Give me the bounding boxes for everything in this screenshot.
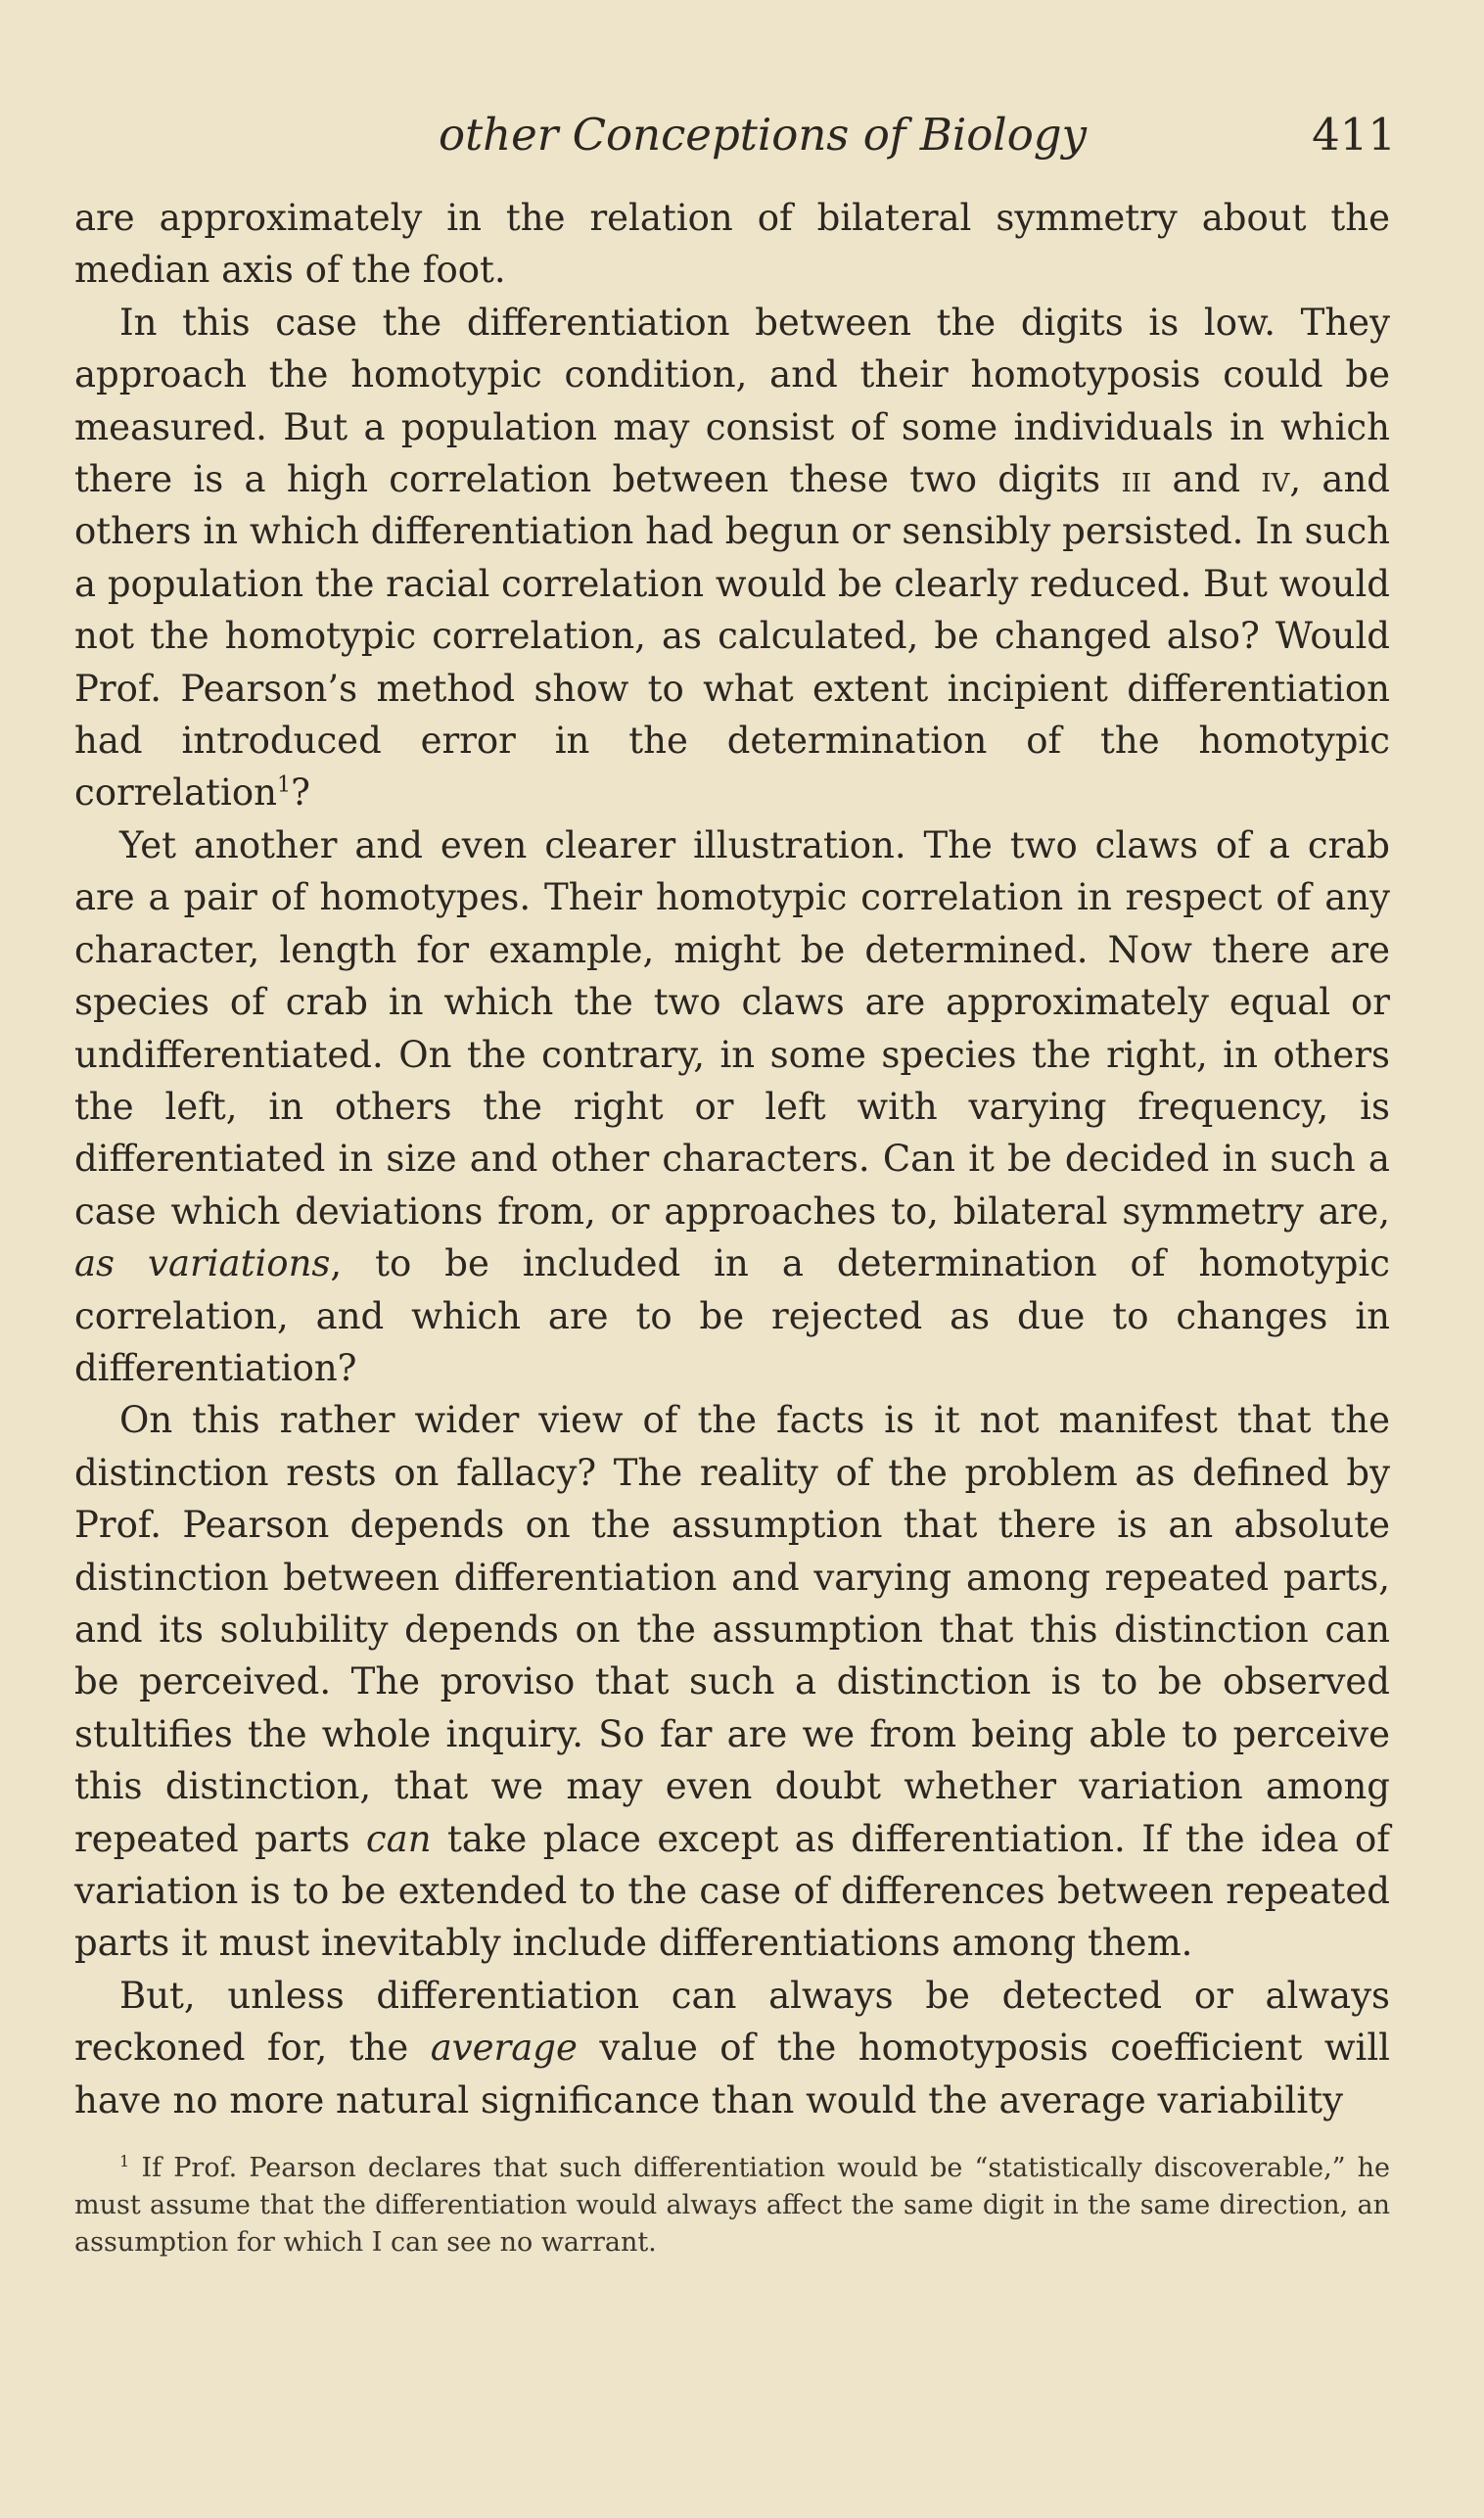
footnote bbox=[74, 2150, 1390, 2262]
paragraph-text: value of the homotyposis coefficient will have no more natural significance than would the average variability bbox=[74, 2027, 1390, 2122]
paragraph-text: ? bbox=[291, 771, 310, 815]
paragraph-text: Yet another and even clearer illustration. The two claws of a crab are a pair of homotypes. Their homotypic correlation in respect of any character, length for example, might be determined. Now there are species of crab in which the two claws are approximately equal or undifferentiated. On the contrary, in some species the right, in others the left, in others the right or left with varying frequency, is differentiated in size and other characters. Can it be decided in such a case which deviations from, or approaches to, bilateral symmetry are, bbox=[74, 823, 1390, 1233]
paragraph-text: , and others in which differentiation had begun or sensibly persisted. In such a population the racial correlation would be clearly reduced. But would not the homotypic correlation, as calculated, be changed also? Would Prof. Pearson’s method show to what extent incipient differentiation had introduced error in the determination of the homotypic correlation bbox=[74, 458, 1390, 815]
paragraph-text: , to be included in a determination of homotypic correlation, and which are to be rejected as due to changes in differentiation? bbox=[74, 1242, 1390, 1389]
paragraph-text: take place except as differentiation. If the idea of variation is to be extended to the case of differences between repeated parts it must inevitably include differentiations among them. bbox=[74, 1817, 1390, 1965]
paragraph-average bbox=[74, 1970, 1390, 2126]
body-text bbox=[74, 192, 1390, 2126]
paragraph-crab bbox=[74, 819, 1390, 1394]
footnote-marker: 1 bbox=[119, 2152, 130, 2170]
emphasis-text: as variations bbox=[74, 1242, 331, 1285]
emphasis-text: can bbox=[365, 1817, 432, 1860]
paragraph-text: In this case the differentiation between the digits is low. They approach the homotypic condition, and their homotyposis could be measured. But a population may consist of some individuals in which there is a high correlation between these two digits bbox=[74, 301, 1390, 501]
footnote-reference: 1 bbox=[276, 772, 292, 799]
paragraph-continuation bbox=[74, 192, 1390, 297]
emphasis-text: average bbox=[430, 2027, 578, 2070]
paragraph-text: are approximately in the relation of bilateral symmetry about the median axis of the foot. bbox=[74, 197, 1390, 292]
paragraph-digits bbox=[74, 297, 1390, 819]
digit-numeral: iii bbox=[1121, 458, 1152, 501]
footnote-paragraph bbox=[74, 2150, 1390, 2262]
paragraph-text: and bbox=[1151, 458, 1262, 501]
footnote-text: If Prof. Pearson declares that such differentiation would be “statistically discoverable,” he must assume that the differentiation would always affect the same digit in the same direction, an assumption for which I can see no warrant. bbox=[74, 2153, 1390, 2258]
digit-numeral: iv bbox=[1261, 458, 1290, 501]
page-number: 411 bbox=[1312, 109, 1396, 161]
paragraph-fallacy bbox=[74, 1394, 1390, 1969]
running-head bbox=[0, 106, 1484, 164]
paragraph-text: But, unless differentiation can always be detected or always reckoned for, the bbox=[74, 1974, 1390, 2070]
paragraph-text: On this rather wider view of the facts is it not manifest that the distinction rests on fallacy? The reality of the problem as defined by Prof. Pearson depends on the assumption that there is an absolute distinction between differentiation and varying among repeated parts, and its solubility depends on the assumption that this distinction can be perceived. The proviso that such a distinction is to be observed stultifies the whole inquiry. So far are we from being able to perceive this distinction, that we may even doubt whether variation among repeated parts bbox=[74, 1399, 1390, 1860]
running-title: other Conceptions of Biology bbox=[439, 109, 1088, 161]
